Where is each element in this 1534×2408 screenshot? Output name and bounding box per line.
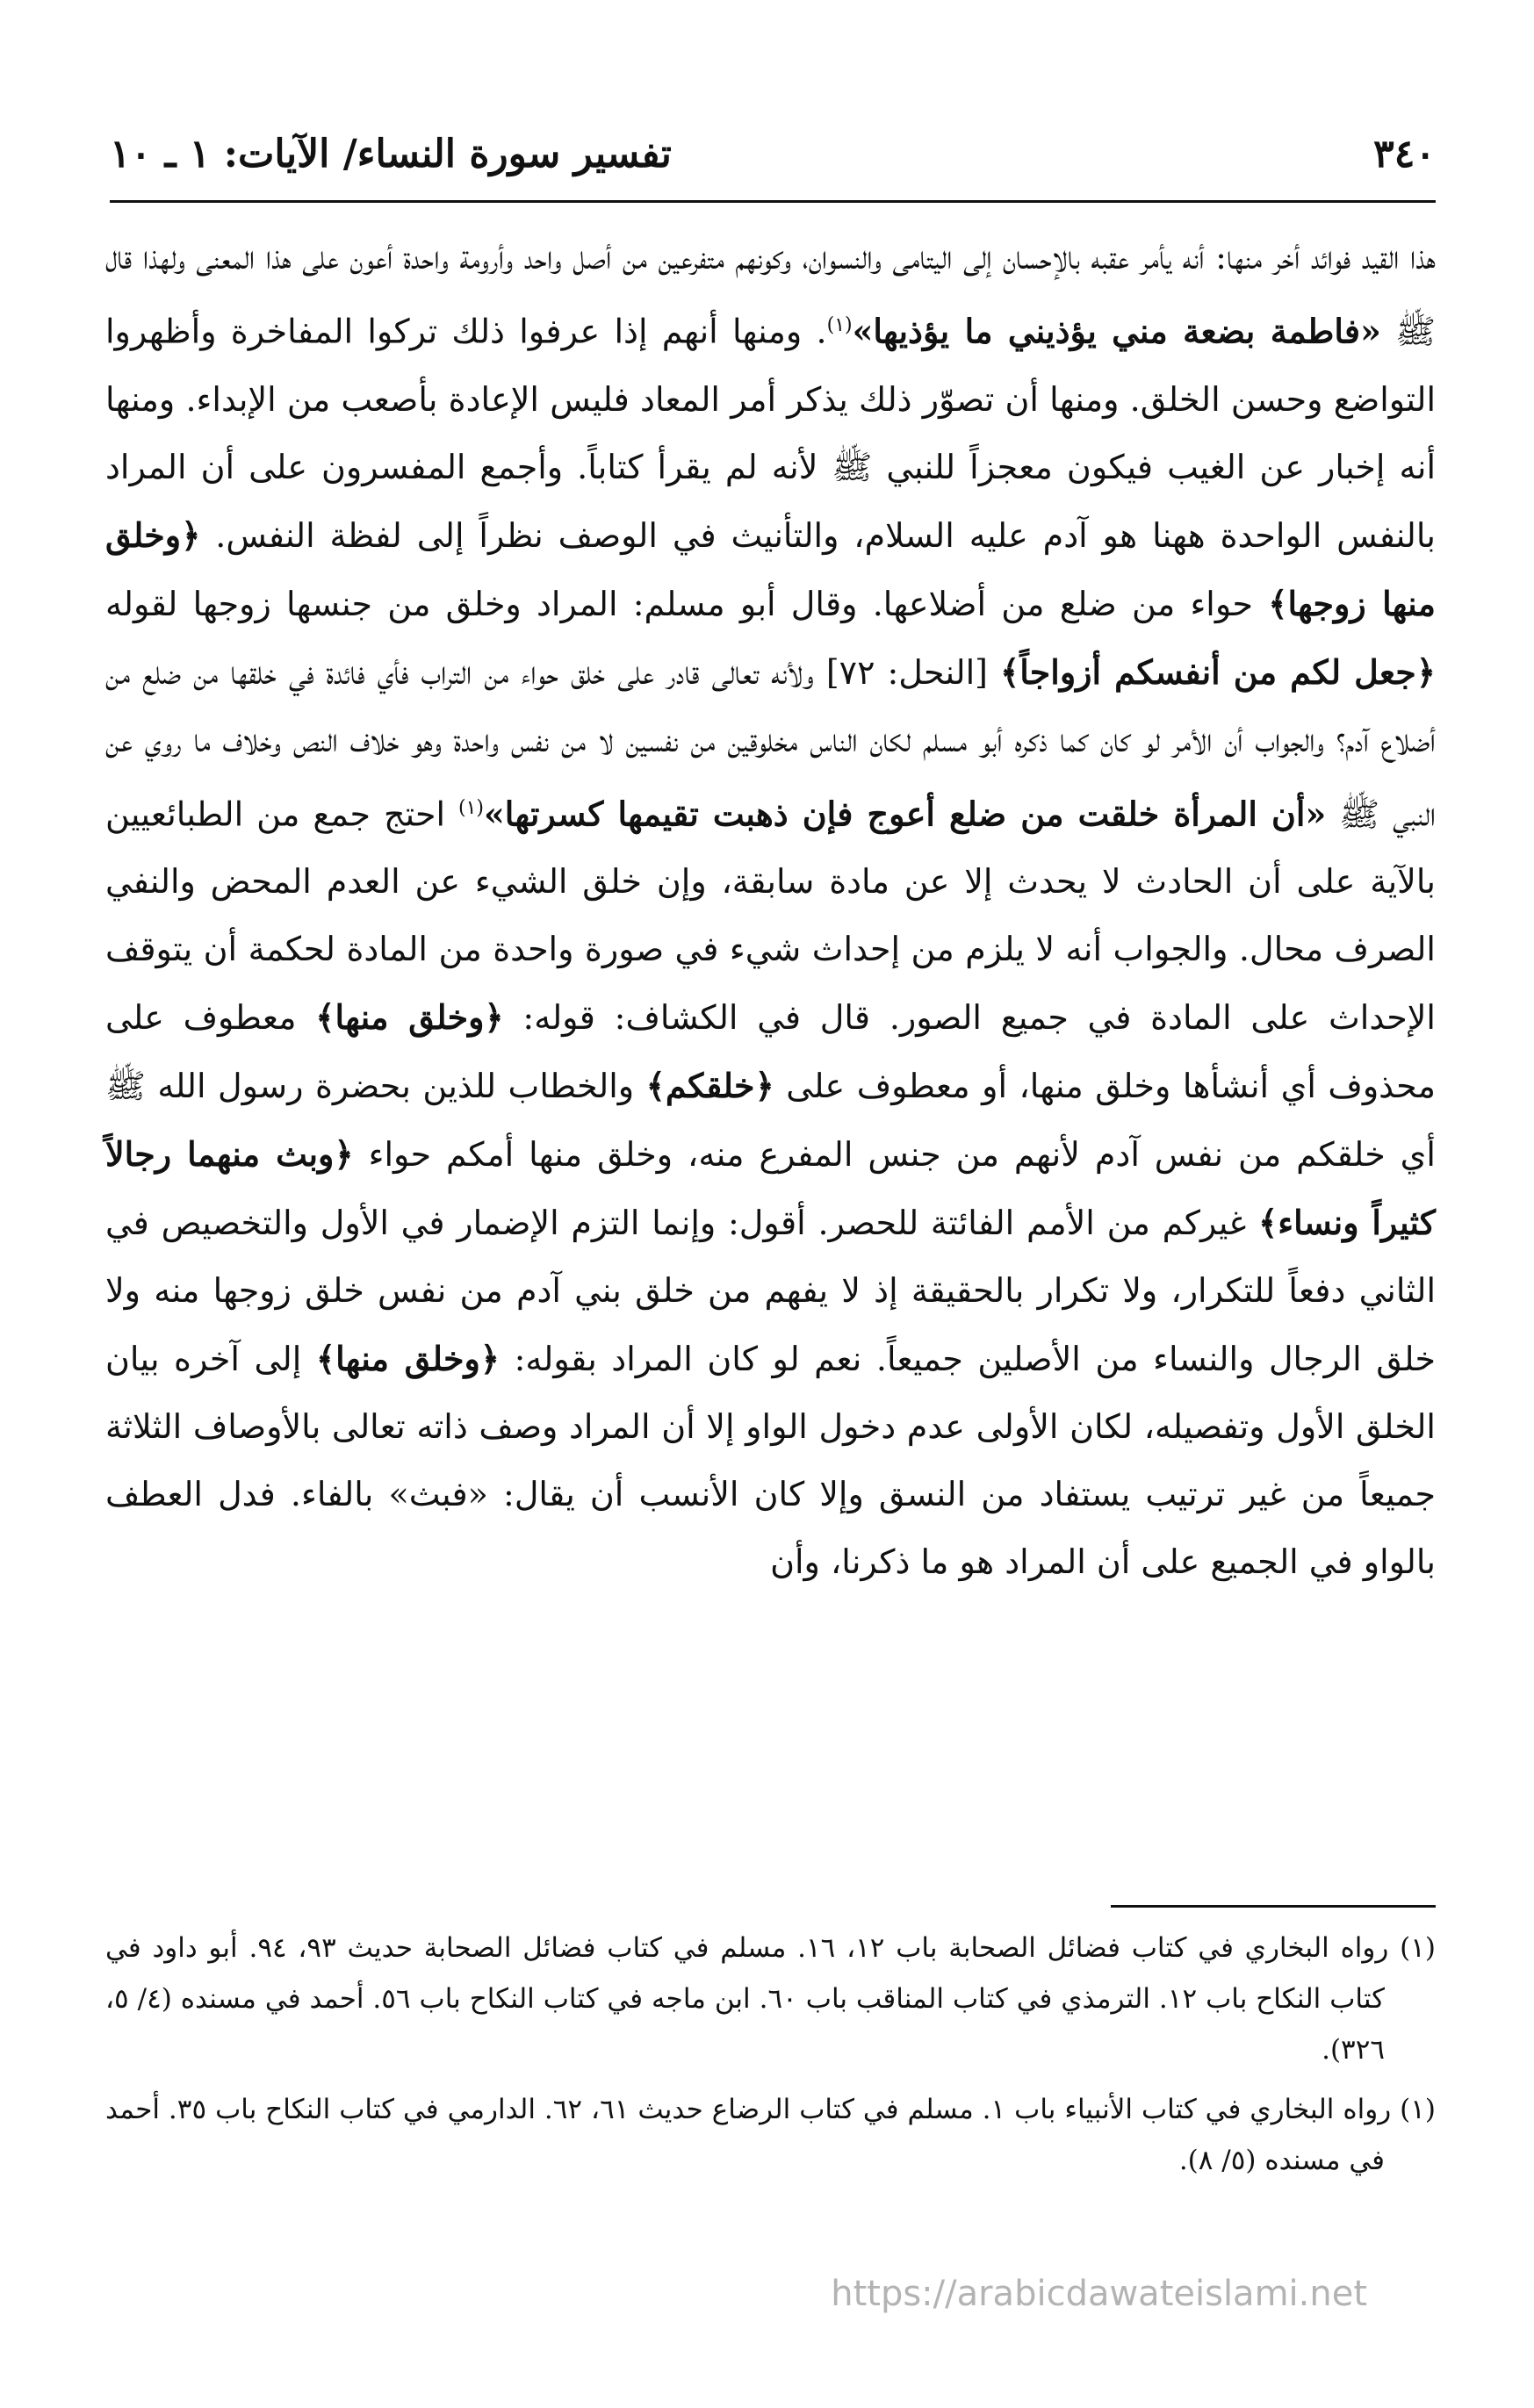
header-rule bbox=[110, 200, 1436, 203]
main-text bbox=[105, 224, 1436, 1596]
hadith-quote: «أن المرأة خلقت من ضلع أعوج فإن ذهبت تقيمها كسرتها» bbox=[484, 794, 1327, 834]
text-run: . ومنها أنهم إذا عرفوا ذلك تركوا المفاخرة وأظهروا التواضع وحسن الخلق. ومنها أن تصوّر ذلك يذكر أمر المعاد فليس الإعادة بأصعب من الإبداء. ومنها أنه إخبار عن الغيب فيكون معجزاً للنبي ﷺ لأنه لم يقرأ كتاباً. وأجمع المفسرون على أن المراد بالنفس الواحدة ههنا هو آدم عليه السلام، والتأنيث في الوصف نظراً إلى لفظة النفس. bbox=[105, 312, 1436, 555]
text-run: احتج جمع من الطبائعيين بالآية على أن الحادث لا يحدث إلا عن مادة سابقة، وإن خلق الشيء عن العدم المحض والنفي الصرف محال. والجواب أنه لا يلزم من إحداث شيء في صورة واحدة من المادة لحكمة أن يتوقف الإحداث على المادة في جميع الصور. قال في الكشاف: قوله: bbox=[105, 794, 1436, 1038]
text-run: [النحل: ٧٢] ولأنه تعالى قادر على خلق حواء من التراب فأي فائدة في خلقها من ضلع من أضلاع آدم؟ والجواب أن الأمر لو كان كما ذكره أبو مسلم لكان الناس مخلوقين من نفسين لا من نفس واحدة وهو خلاف النص وخلاف ما روي عن النبي ﷺ bbox=[105, 652, 1437, 834]
text-run: غيركم من الأمم الفائتة للحصر. أقول: وإنما التزم الإضمار في الأول والتخصيص في الثاني دفعاً للتكرار، ولا تكرار بالحقيقة إذ لا يفهم من خلق بني آدم من نفس خلق زوجها منه ولا خلق الرجال والنساء من الأصلين جميعاً. نعم لو كان المراد بقوله: bbox=[105, 1204, 1437, 1379]
body-paragraph bbox=[105, 224, 1436, 1596]
footnote-rule bbox=[1111, 1905, 1436, 1908]
footnote-ref: (١) bbox=[826, 314, 853, 336]
footnote: (١) رواه البخاري في كتاب الأنبياء باب ١. مسلم في كتاب الرضاع حديث ٦١، ٦٢. الدارمي في كتاب النكاح باب ٣٥. أحمد في مسنده (٥/ ٨). bbox=[105, 2094, 1437, 2176]
page-number: ٣٤٠ bbox=[1373, 132, 1436, 176]
quran-quote: ﴿وخلق منها زوجها﴾ bbox=[105, 514, 1436, 623]
footnote-ref: (١) bbox=[457, 796, 484, 819]
text-run: معطوف على محذوف أي أنشأها وخلق منها، أو معطوف على bbox=[105, 998, 1436, 1106]
footnotes bbox=[105, 1923, 1436, 2195]
hadith-quote: «فاطمة بضعة مني يؤذيني ما يؤذيها» bbox=[852, 311, 1381, 351]
footnote: (١) رواه البخاري في كتاب فضائل الصحابة باب ١٢، ١٦. مسلم في كتاب فضائل الصحابة حديث ٩٣، ٩٤. أبو داود في كتاب النكاح باب ١٢. الترمذي في كتاب المناقب باب ٦٠. ابن ماجه في كتاب النكاح باب ٥٦. أحمد في مسنده (٤/ ٥، ٣٢٦). bbox=[105, 1932, 1436, 2066]
text-run: إلى آخره بيان الخلق الأول وتفصيله، لكان الأولى عدم دخول الواو إلا أن المراد وصف ذاته تعالى بالأوصاف الثلاثة جميعاً من غير ترتيب يستفاد من النسق وإلا كان الأنسب أن يقال: «فبث» بالفاء. فدل العطف بالواو في الجميع على أن المراد هو ما ذكرنا، وأن bbox=[105, 1340, 1436, 1582]
quran-quote: ﴿وخلق منها﴾ bbox=[315, 1339, 501, 1379]
quran-quote: ﴿جعل لكم من أنفسكم أزواجاً﴾ bbox=[999, 651, 1437, 692]
quran-quote: ﴿وخلق منها﴾ bbox=[315, 997, 504, 1038]
text-run: حواء من ضلع من أضلاعها. وقال أبو مسلم: المراد وخلق من جنسها زوجها لقوله bbox=[105, 584, 1269, 623]
quran-quote: ﴿وبث منهما رجالاً كثيراً ونساء﴾ bbox=[105, 1134, 1436, 1243]
running-title: تفسير سورة النساء/ الآيات: ١ ـ ١٠ bbox=[110, 132, 672, 176]
text-run: هذا القيد فوائد أخر منها: أنه يأمر عقبه بالإحسان إلى اليتامى والنسوان، وكونهم متفرعين من أصل واحد وأرومة واحدة أعون على هذا المعنى ولهذا قال ﷺ bbox=[105, 238, 1436, 351]
watermark-url: https://arabicdawateislami.net bbox=[831, 2274, 1367, 2314]
quran-quote: ﴿خلقكم﴾ bbox=[645, 1066, 774, 1106]
text-run: والخطاب للذين بحضرة رسول الله ﷺ أي خلقكم من نفس آدم لأنهم من جنس المفرع منه، وخلق منها أمكم حواء bbox=[105, 1067, 1436, 1175]
page-header bbox=[110, 132, 1436, 193]
